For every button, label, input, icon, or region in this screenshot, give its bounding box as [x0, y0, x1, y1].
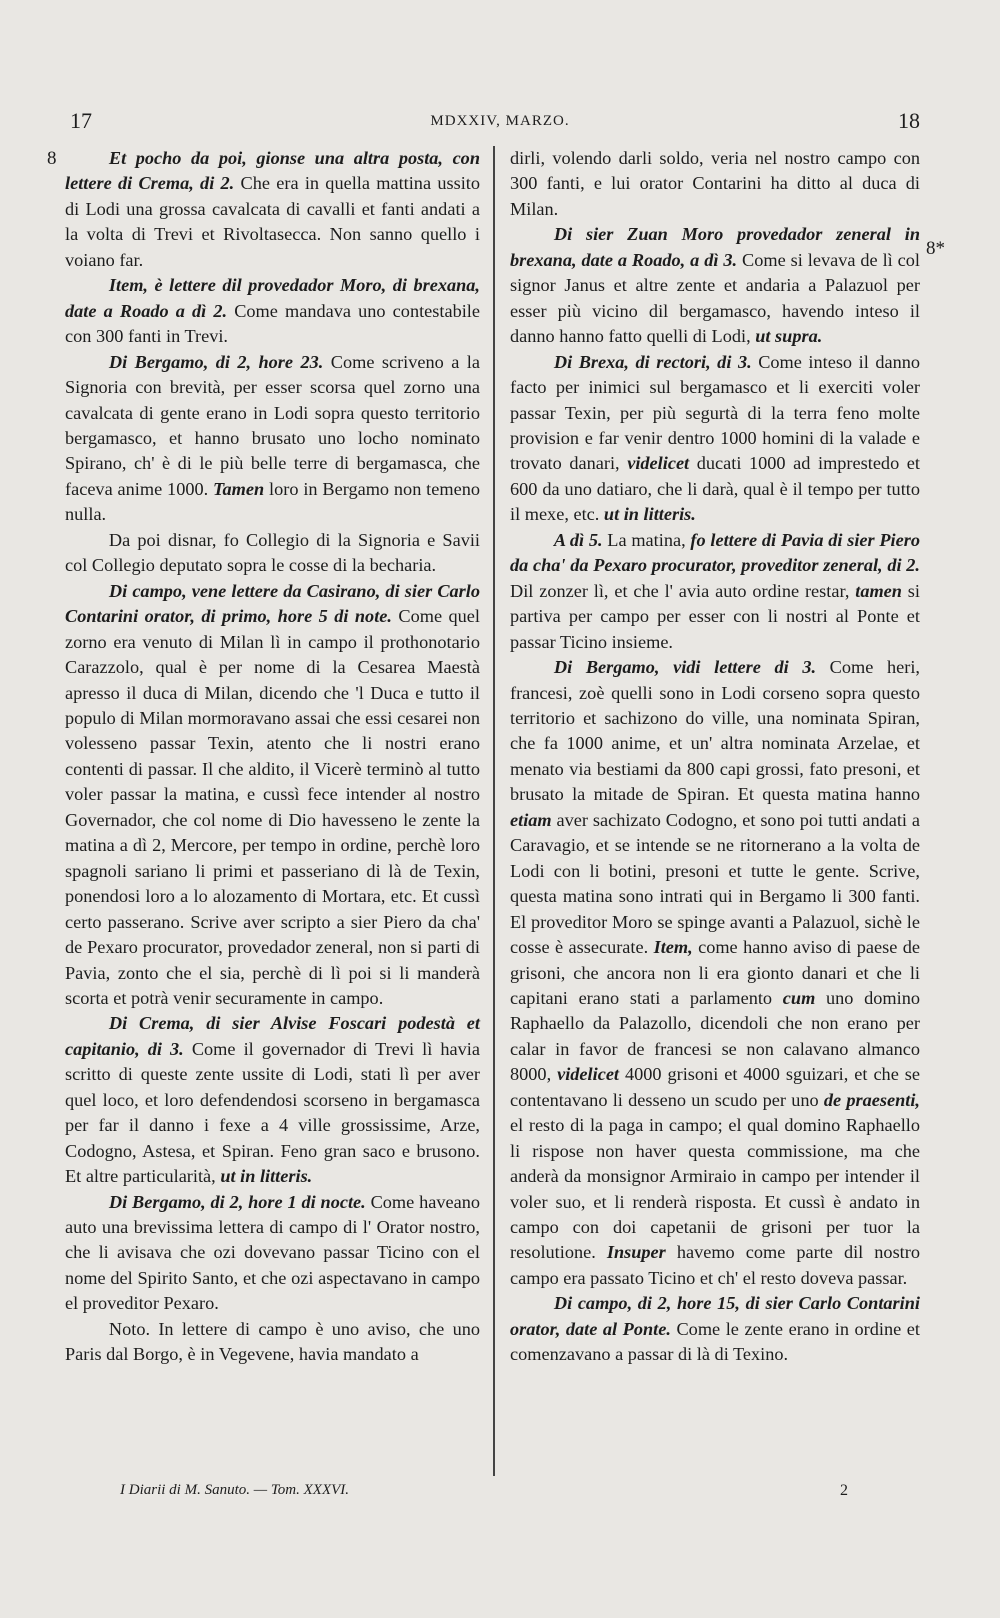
paragraph	[65, 528, 480, 579]
entry-text: el resto di la paga in campo; el qual domino Raphaello li rispose non haver questa commissione, ma che anderà da monsignor Armiraio in campo per intender il voler suo, et li renderà risposta. Et cussì è andato in campo con doi capetanii de grisoni per tuor la resolutione.	[510, 1115, 920, 1263]
entry-heading: A dì 5.	[553, 529, 603, 550]
latin-term: videlicet	[627, 453, 690, 474]
entry-text: Noto. In lettere di campo è uno aviso, che uno Paris dal Borgo, è in Vegevene, havia mandato a	[65, 1318, 480, 1365]
entry-text: Che era in quella mattina ussito di Lodi una grossa cavalcata di cavalli et fanti andati a la volta di Trevi et Rivoltasecca. Non sanno quello i voiano far.	[65, 173, 480, 270]
margin-number-right: 8*	[926, 238, 945, 259]
entry-text: Come il governador di Trevi lì havia scritto di queste zente ussite di Lodi, stati lì per aver quel loco, et loro defendendosi scorseno in bergamasca per far il danno i fexe a 4 ville grossissime, Arze, Codogno, Astesa, et Spiran. Feno gran saco e brusono. Et altre particularità,	[65, 1038, 480, 1187]
entry-text: Dil zonzer lì, et che l' avia auto ordine restar,	[510, 580, 856, 601]
paragraph	[65, 1190, 480, 1317]
footer-source: I Diarii di M. Sanuto. — Tom. XXXVI.	[120, 1482, 350, 1498]
entry-heading: Item, è lettere dil provedador Moro, di brexana, date a Roado a dì 2.	[65, 275, 480, 321]
paragraph	[65, 579, 480, 1012]
latin-term: Tamen	[213, 478, 265, 499]
entry-heading: Di Bergamo, vidi lettere di 3.	[553, 657, 817, 678]
right-column	[510, 146, 920, 1368]
entry-text: Come inteso il danno facto per inimici sul bergamasco et li exerciti voler passar Texin, per più segurtà di la terra feno molte provision e far venir dentro 1000 homini di la valade e trovato danari,	[510, 351, 920, 474]
latin-term: videlicet	[557, 1064, 620, 1085]
entry-text: si partiva per campo per esser con li nostri al Ponte et passar Ticino insieme.	[510, 580, 921, 652]
entry-text: Come quel zorno era venuto di Milan lì in campo il prothonotario Carazzolo, qual è per nome di la Cesarea Maestà apresso il duca di Milan, dicendo che 'l Duca e tutto il populo di Milan mormoravano assai che essi cesarei non volesseno passar Texin, atento che li nostri erano contenti di passar. Il che aldito, il Vicerè terminò al tutto voler passar la matina, e cussì fece intender al nostro Governador, che col nome di Dio havesseno le zente la matina a dì 2, Mercore, per tempo in ordine, perchè loro spagnoli sariano li primi et passeriano di là de Texin, ponendosi loro a lo alozamento di Mortara, etc. Et cussì certo passerano. Scrive aver scripto a sier Piero da cha' de Pexaro procurator, provedador zeneral, non si parti di Pavia, zonto che el sia, perchè di lì poi si li manderà scorta et potrà venir securamente in campo.	[65, 606, 480, 1008]
entry-text: La matina,	[602, 529, 691, 550]
latin-term: Insuper	[606, 1242, 666, 1263]
latin-term: ut in litteris.	[220, 1166, 313, 1187]
entry-text: loro in Bergamo non temeno nulla.	[65, 478, 480, 525]
entry-text: ducati 1000 ad imprestedo et 600 da uno datiaro, che li darà, qual è il tempo per tutto il mexe, etc.	[510, 453, 921, 525]
entry-heading: Di Brexa, di rectori, di 3.	[553, 351, 752, 372]
entry-text: 4000 grisoni et 4000 sguizari, et che se contentavano li desseno un scudo per uno	[510, 1064, 920, 1110]
footer-signature: 2	[840, 1482, 848, 1499]
column-divider	[493, 146, 495, 1476]
running-title: MDXXIV, MARZO.	[430, 113, 570, 129]
paragraph	[510, 146, 920, 222]
page-number-left: 17	[70, 108, 92, 133]
latin-term: ut in litteris.	[603, 504, 696, 525]
entry-text: Come scriveno a la Signoria con brevità, per esser scorsa quel zorno una cavalcata di gente erano in Lodi sopra questo territorio bergamasco, et hanno brusato uno locho nominato Spirano, ch' è di le più belle terre di bergamasca, che faceva anime 1000.	[65, 351, 480, 499]
entry-heading: Et pocho da poi, gionse una altra posta, con lettere di Crema, di 2.	[65, 148, 480, 194]
paragraph	[65, 273, 480, 349]
latin-term: cum	[782, 987, 816, 1008]
paragraph	[65, 350, 480, 528]
entry-text: Come heri, francesi, zoè quelli sono in Lodi corseno sopra questo territorio et sachizono do ville, una nominata Spiran, che fa 1000 anime, et un' altra nominata Arzelae, et menato via bestiami da 800 capi grossi, fato presoni, et brusato la mitade de Spiran. Et questa matina hanno	[510, 657, 920, 805]
paragraph	[65, 1317, 480, 1368]
latin-term: etiam	[510, 809, 552, 830]
paragraph	[510, 1291, 920, 1367]
entry-text: Come haveano auto una brevissima lettera di campo di l' Orator nostro, che li avisava che ozi dovevano passar Ticino con el nome del Spirito Santo, et che ozi aspectavano in campo el proveditor Pexaro.	[65, 1191, 480, 1314]
latin-term: de praesenti,	[823, 1089, 920, 1110]
paragraph	[510, 222, 920, 349]
paragraph	[510, 655, 920, 1291]
entry-heading: fo lettere di Pavia di sier Piero da cha' da Pexaro procurator, proveditor zeneral, di 2.	[510, 529, 921, 576]
entry-text: aver sachizato Codogno, et sono poi tutti andati a Caravagio, et se intende se ne ritornerano a la volta de Lodi con li botini, presoni et tutte le gente. Scrive, questa matina sono intrati qui in Bergamo li 300 fanti. El proveditor Moro se spinge avanti a Palazuol, sichè le cosse è assecurate.	[510, 809, 920, 958]
entry-heading: Di Bergamo, di 2, hore 23.	[108, 351, 324, 372]
entry-text: Come si levava de lì col signor Janus et altre zente et andaria a Palazuol per esser più vicino dil bergamasco, havendo inteso il danno hanno fatto quelli di Lodi,	[510, 249, 921, 347]
entry-text: come hanno aviso di paese de grisoni, che ancora non li era gionto danari et che li capitani erano stati a parlamento	[510, 937, 920, 1008]
entry-text: havemo come parte dil nostro campo era passato Ticino et ch' el resto doveva passar.	[510, 1242, 920, 1288]
entry-text: Da poi disnar, fo Collegio di la Signoria e Savii col Collegio deputato sopra le cosse di la becharia.	[65, 529, 480, 576]
paragraph	[510, 350, 920, 528]
left-column	[65, 146, 480, 1368]
latin-term: ut supra.	[755, 326, 823, 347]
entry-heading: Di campo, di 2, hore 15, di sier Carlo Contarini orator, date al Ponte.	[510, 1293, 920, 1339]
latin-term: Item,	[653, 937, 693, 958]
entry-text: Come le zente erano in ordine et comenzavano a passar di là di Texino.	[510, 1318, 920, 1365]
entry-heading: Di sier Zuan Moro provedador zeneral in brexana, date a Roado, a dì 3.	[510, 224, 920, 270]
page-number-right: 18	[898, 108, 920, 133]
entry-text: uno domino Raphaello da Palazollo, dicendoli che non erano per calar in favor de francesi se non calavano almanco 8000,	[510, 987, 920, 1085]
entry-heading: Di campo, vene lettere da Casirano, di sier Carlo Contarini orator, di primo, hore 5 di note.	[65, 580, 480, 627]
entry-heading: Di Bergamo, di 2, hore 1 di nocte.	[108, 1191, 366, 1212]
latin-term: tamen	[855, 580, 902, 601]
margin-number-left: 8	[47, 148, 57, 169]
paragraph	[65, 1011, 480, 1189]
paragraph	[65, 146, 480, 273]
entry-text: dirli, volendo darli soldo, veria nel nostro campo con 300 fanti, e lui orator Contarini ha ditto al duca di Milan.	[510, 148, 920, 219]
paragraph	[510, 528, 920, 655]
entry-text: Come mandava uno contestabile con 300 fanti in Trevi.	[65, 300, 480, 347]
entry-heading: Di Crema, di sier Alvise Foscari podestà et capitanio, di 3.	[65, 1013, 480, 1059]
